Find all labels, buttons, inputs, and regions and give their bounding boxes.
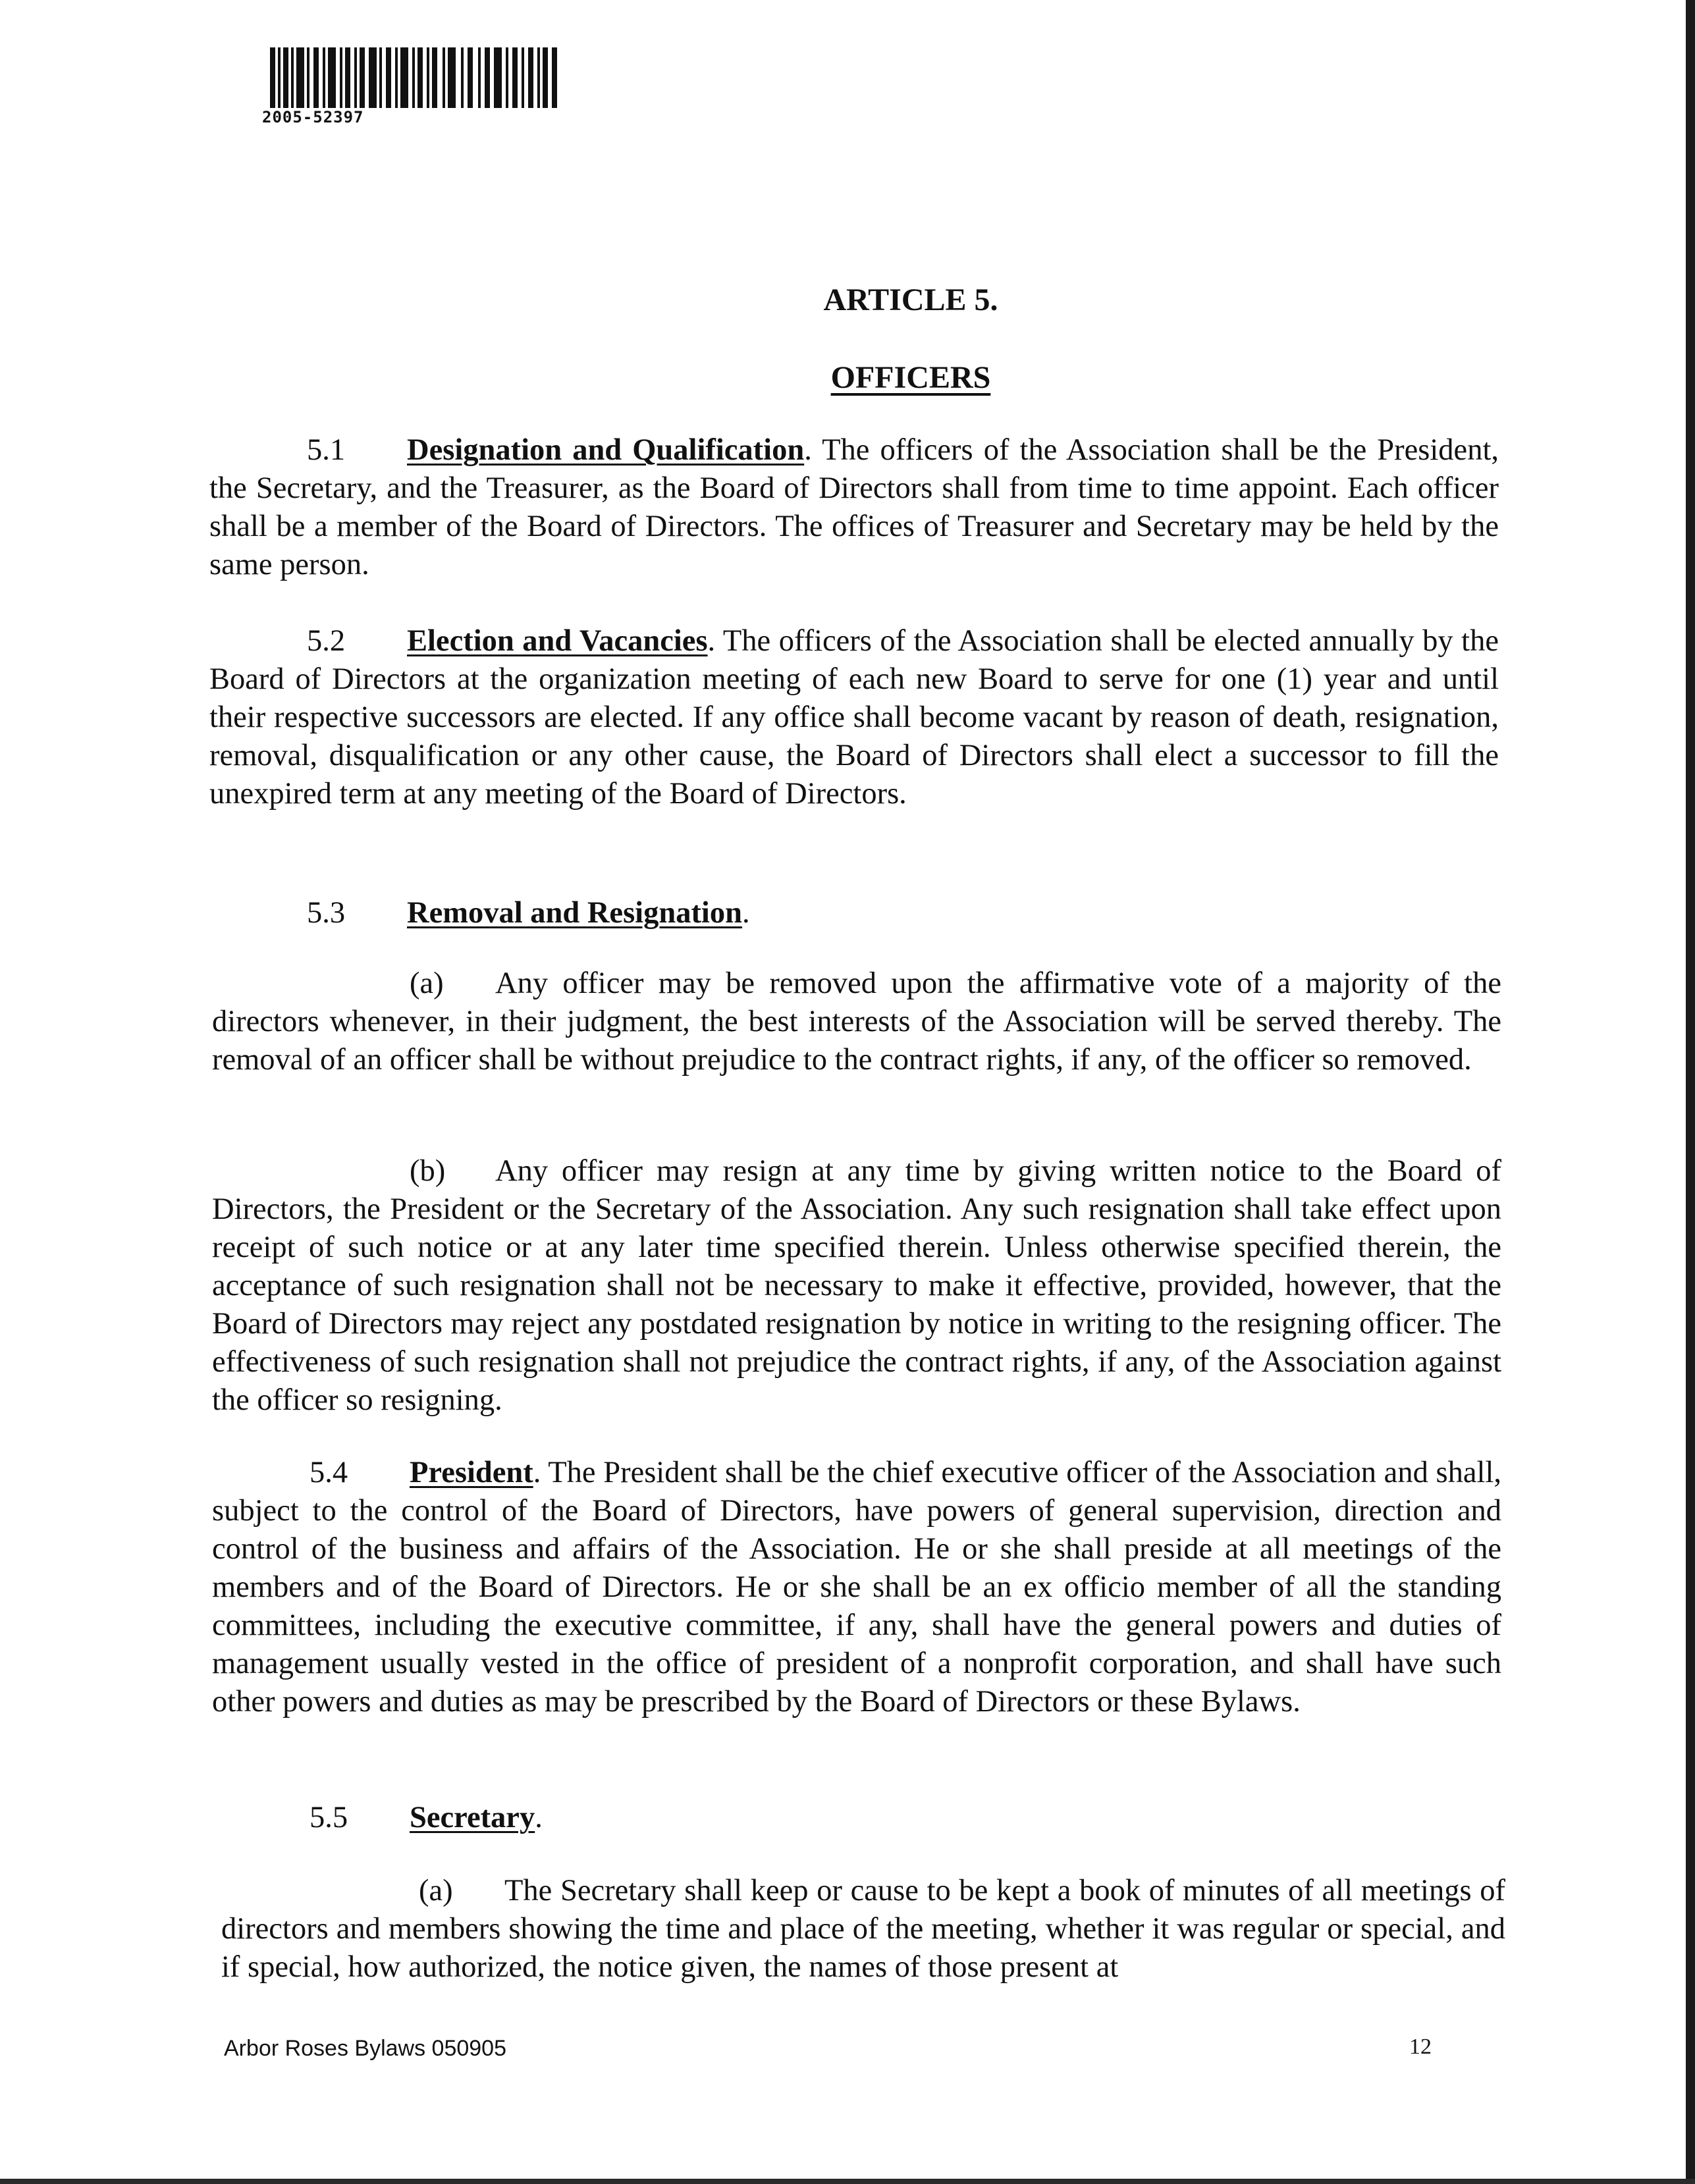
section-heading: Removal and Resignation (407, 896, 742, 930)
section-text: The officers of the Association shall be elected annually by the Board of Directors at the organization meeting of each new Board to serve for one (1) year and until their respective successors are elected. If any office shall become vacant by reason of death, resignation, removal, disqualification or any other cause, the Board of Directors shall elect a successor to fill the unexpired term at any meeting of the Board of Directors. (209, 624, 1499, 811)
section-5-5: 5.5 Secretary. (212, 1799, 543, 1837)
section-text: The officers of the Association shall be the President, the Secretary, and the Treasurer, as the Board of Directors shall from time to time appoint. Each officer shall be a member of the Board of Directors. The offices of Treasurer and Secretary may be held by the same person. (209, 433, 1499, 581)
subsection-label: (a) (419, 1874, 453, 1907)
section-text: The President shall be the chief executive officer of the Association and shall, subject to the control of the Board of Directors, have powers of general supervision, direction and control of the business and affairs of the Association. He or she shall preside at all meetings of the members and of the Board of Directors. He or she shall be an ex officio member of all the standing committees, including the executive committee, if any, shall have the general powers and duties of management usually vested in the office of president of a nonprofit corporation, and shall have such other powers and duties as may be prescribed by the Board of Directors or these Bylaws. (212, 1456, 1501, 1718)
section-5-2: 5.2 Election and Vacancies. The officers of the Association shall be elected annually by the Board of Directors at the organization meeting of each new Board to serve for one (1) year and until their respective successors are elected. If any office shall become vacant by reason of death, resignation, removal, disqualification or any other cause, the Board of Directors shall elect a successor to fill the unexpired term at any meeting of the Board of Directors. (209, 622, 1499, 813)
subsection-5-5-a (221, 1872, 1505, 1986)
section-heading: Secretary (410, 1801, 535, 1834)
section-heading: Election and Vacancies (407, 624, 708, 658)
subsection-text: Any officer may resign at any time by giving written notice to the Board of Directors, the President or the Secretary of the Association. Any such resignation shall take effect upon receipt of such notice or at any later time specified therein. Unless otherwise specified therein, the acceptance of such resignation shall not be necessary to make it effective, provided, however, that the Board of Directors may reject any postdated resignation by notice in writing to the resigning officer. The effectiveness of such resignation shall not prejudice the contract rights, if any, of the Association against the officer so resigning. (212, 1154, 1501, 1417)
subsection-text: The Secretary shall keep or cause to be kept a book of minutes of all meetings of directors and members showing the time and place of the meeting, whether it was regular or special, and if special, how authorized, the notice given, the names of those present at (221, 1874, 1505, 1984)
subsection-text: Any officer may be removed upon the affirmative vote of a majority of the directors whenever, in their judgment, the best interests of the Association will be served thereby. The removal of an officer shall be without prejudice to the contract rights, if any, of the officer so removed. (212, 967, 1501, 1077)
subsection-label: (b) (410, 1154, 446, 1188)
section-number: 5.5 (309, 1801, 348, 1834)
section-number: 5.2 (307, 624, 346, 658)
subsection-5-3-a (212, 965, 1501, 1079)
scan-edge-right (1686, 0, 1695, 2184)
section-5-1: 5.1 Designation and Qualification. The officers of the Association shall be the President, the Secretary, and the Treasurer, as the Board of Directors shall from time to time appoint. Each officer shall be a member of the Board of Directors. The offices of Treasurer and Secretary may be held by the same person. (209, 431, 1499, 584)
article-title: OFFICERS (830, 360, 991, 395)
footer-document-name: Arbor Roses Bylaws 050905 (224, 2036, 507, 2061)
section-number: 5.4 (309, 1456, 348, 1489)
section-5-3: 5.3 Removal and Resignation. (209, 894, 750, 932)
barcode-number: 2005-52397 (262, 108, 364, 126)
section-5-4: 5.4 President. The President shall be the chief executive officer of the Association and shall, subject to the control of the Board of Directors, have powers of general supervision, direction and control of the business and affairs of the Association. He or she shall preside at all meetings of the members and of the Board of Directors. He or she shall be an ex officio member of all the standing committees, including the executive committee, if any, shall have the general powers and duties of management usually vested in the office of president of a nonprofit corporation, and shall have such other powers and duties as may be prescribed by the Board of Directors or these Bylaws. (212, 1454, 1501, 1721)
section-number: 5.1 (307, 433, 346, 467)
subsection-5-3-b (212, 1152, 1501, 1420)
footer-page-number: 12 (1409, 2035, 1432, 2059)
barcode-image (270, 47, 560, 108)
section-number: 5.3 (307, 896, 346, 930)
scan-edge-bottom (0, 2179, 1695, 2184)
article-number: ARTICLE 5. (823, 282, 998, 317)
subsection-label: (a) (410, 967, 444, 1000)
section-heading: Designation and Qualification (407, 433, 805, 467)
section-heading: President (410, 1456, 533, 1489)
